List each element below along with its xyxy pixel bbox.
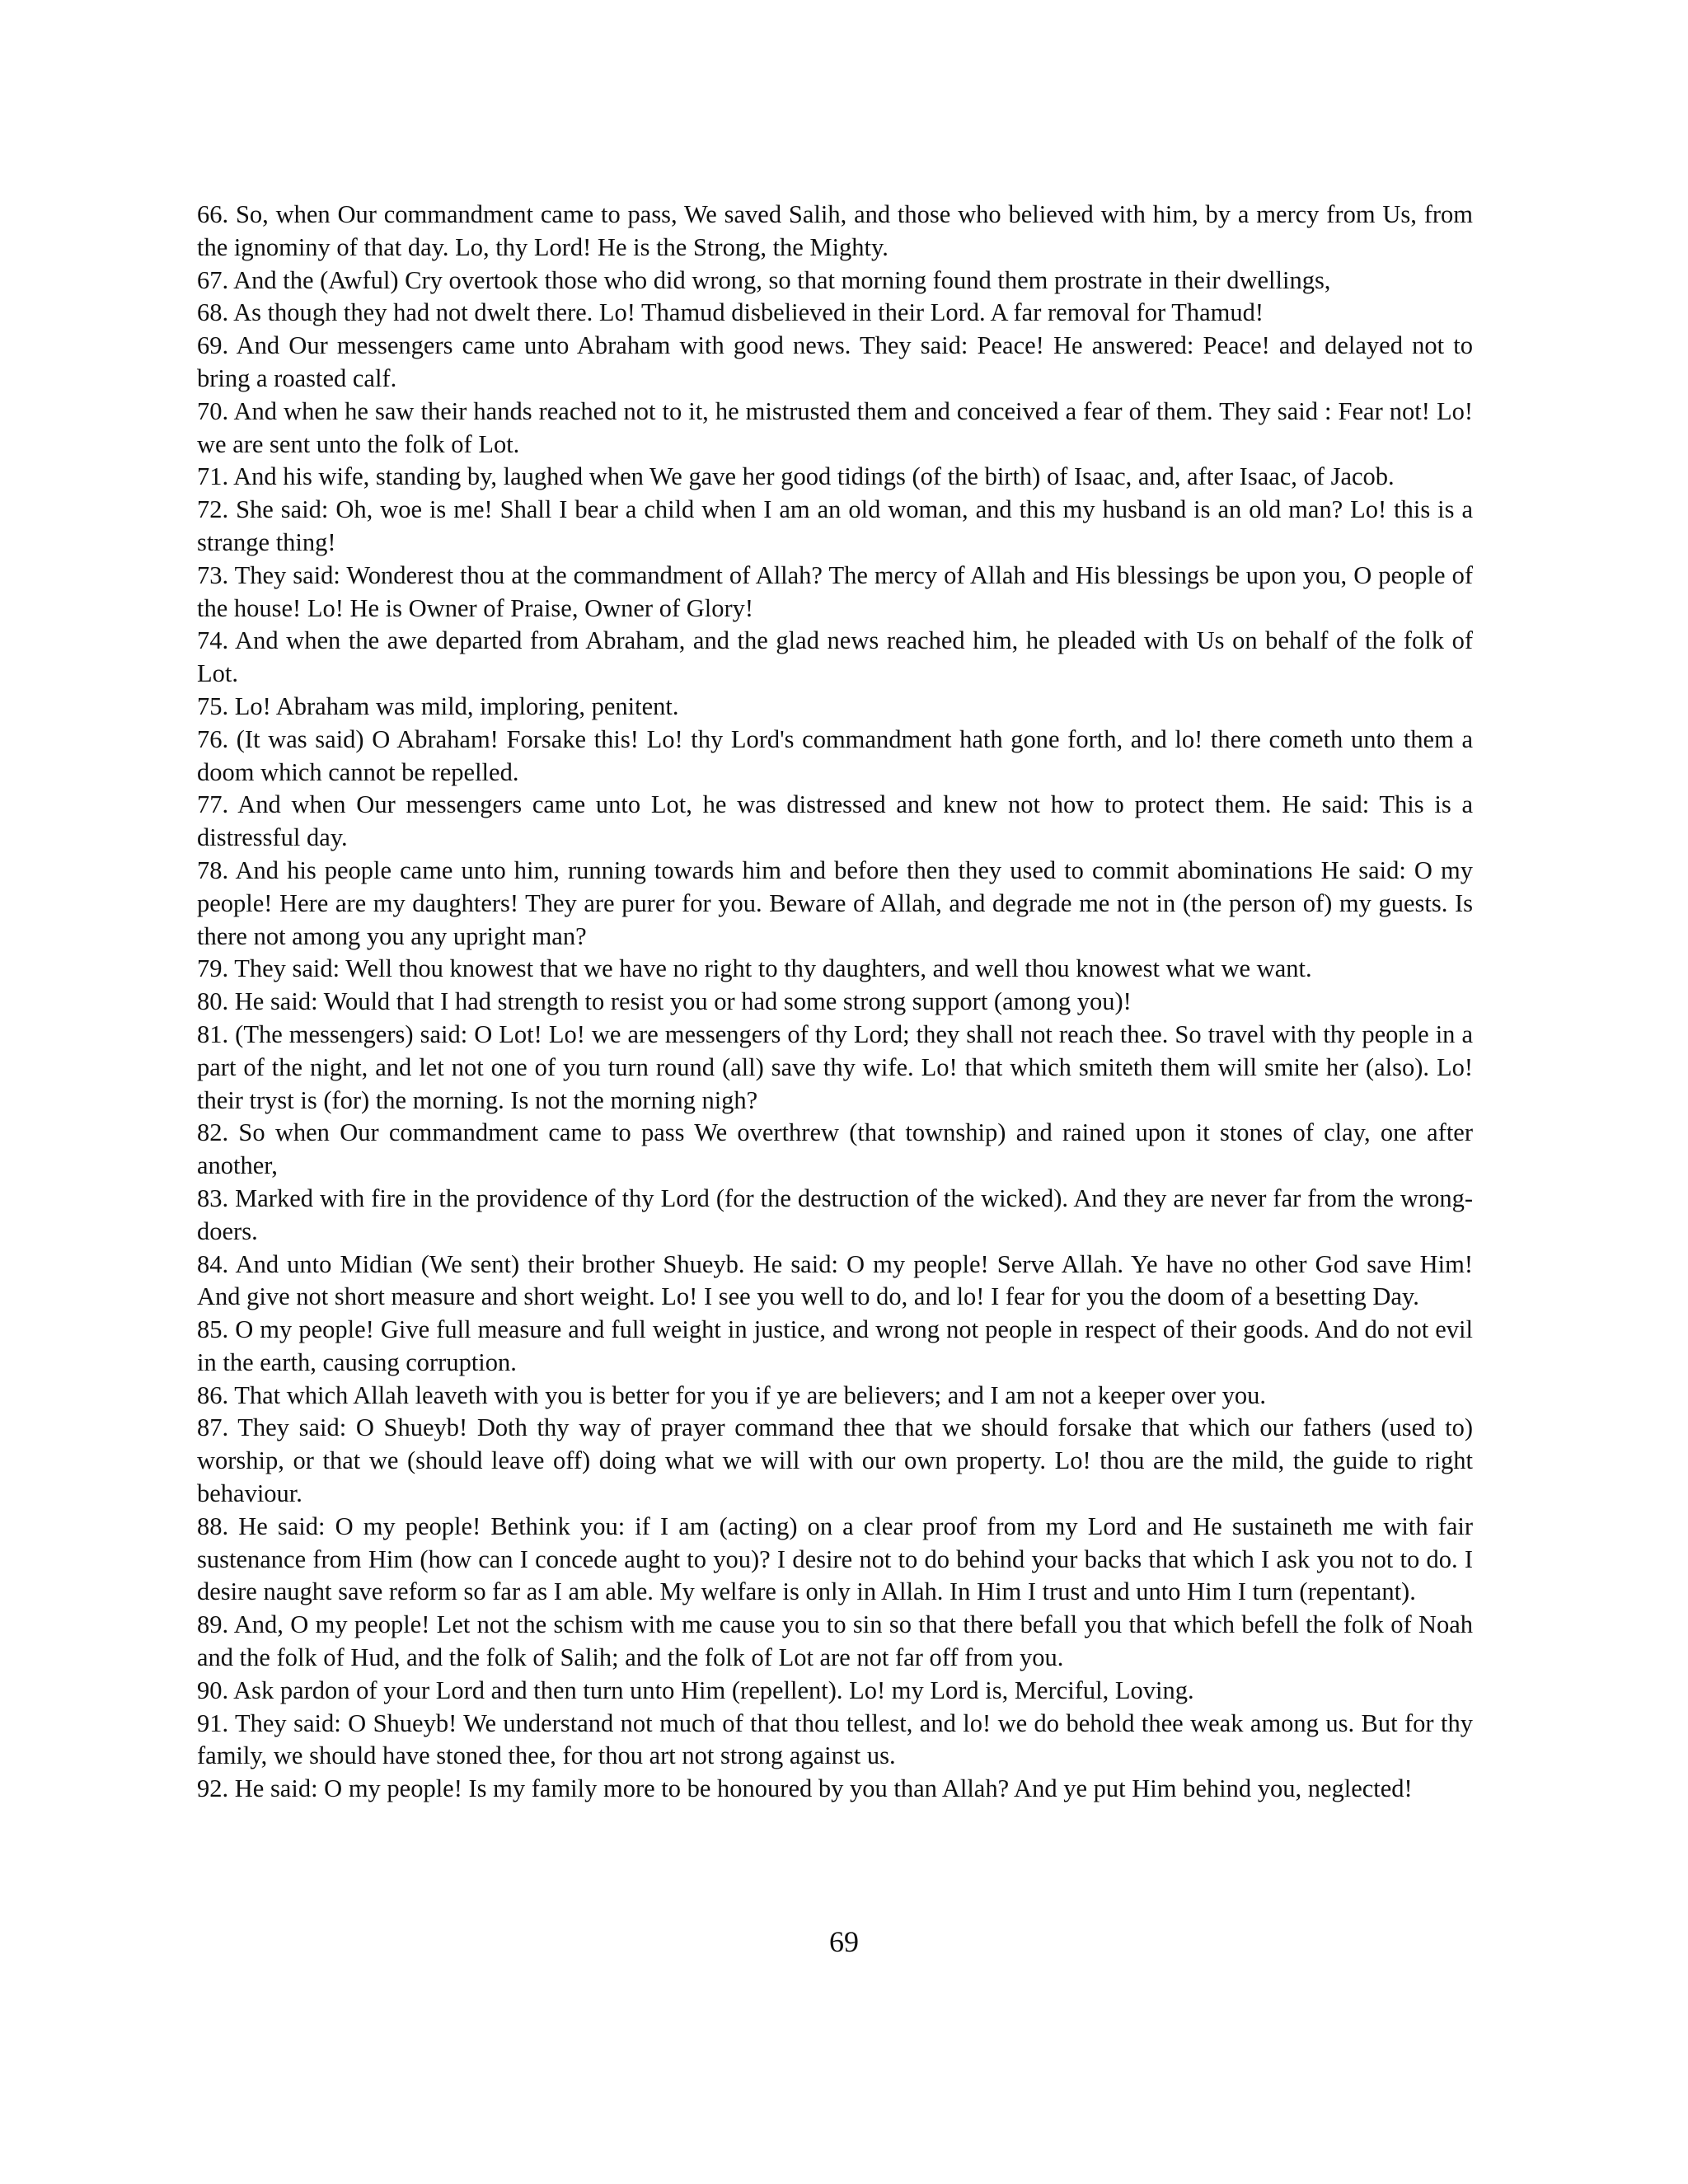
verse-76: 76. (It was said) O Abraham! Forsake this! Lo! thy Lord's commandment hath gone forth, and lo! there cometh unto them a doom which cannot be repelled. <box>197 724 1473 786</box>
verse-84: 84. And unto Midian (We sent) their brother Shueyb. He said: O my people! Serve Allah. Ye have no other God save Him! And give not short measure and short weight. Lo! I see you well to do, and lo! I fear for you the doom of a besetting Day. <box>197 1249 1473 1311</box>
verse-72: 72. She said: Oh, woe is me! Shall I bear a child when I am an old woman, and this my husband is an old man? Lo! this is a strange thing! <box>197 495 1473 556</box>
verse-71: 71. And his wife, standing by, laughed when We gave her good tidings (of the birth) of Isaac, and, after Isaac, of Jacob. <box>197 462 1395 491</box>
verse-90: 90. Ask pardon of your Lord and then turn unto Him (repellent). Lo! my Lord is, Merciful, Loving. <box>197 1675 1194 1704</box>
verse-70: 70. And when he saw their hands reached not to it, he mistrusted them and conceived a fear of them. They said : Fear not! Lo! we are sent unto the folk of Lot. <box>197 396 1473 458</box>
verse-85: 85. O my people! Give full measure and full weight in justice, and wrong not people in respect of their goods. And do not evil in the earth, causing corruption. <box>197 1315 1473 1376</box>
verse-86: 86. That which Allah leaveth with you is better for you if ye are believers; and I am not a keeper over you. <box>197 1380 1266 1409</box>
verse-68: 68. As though they had not dwelt there. Lo! Thamud disbelieved in their Lord. A far removal for Thamud! <box>197 298 1264 327</box>
verse-74: 74. And when the awe departed from Abraham, and the glad news reached him, he pleaded with Us on behalf of the folk of Lot. <box>197 626 1473 688</box>
verse-79: 79. They said: Well thou knowest that we have no right to thy daughters, and well thou knowest what we want. <box>197 954 1312 983</box>
verse-83: 83. Marked with fire in the providence of thy Lord (for the destruction of the wicked). And they are never far from the wrong-doers. <box>197 1183 1473 1245</box>
page-number: 69 <box>829 1925 859 1958</box>
verse-80: 80. He said: Would that I had strength to resist you or had some strong support (among you)! <box>197 987 1132 1016</box>
verse-82: 82. So when Our commandment came to pass We overthrew (that township) and rained upon it stones of clay, one after another, <box>197 1118 1473 1180</box>
verse-77: 77. And when Our messengers came unto Lot, he was distressed and knew not how to protect them. He said: This is a distressful day. <box>197 790 1473 852</box>
verse-78: 78. And his people came unto him, running towards him and before then they used to commit abominations He said: O my people! Here are my daughters! They are purer for you. Beware of Allah, and degrade me not in (the person of) my guests. Is there not among you any upright man? <box>197 855 1473 950</box>
verse-list <box>197 199 1473 1806</box>
verse-73: 73. They said: Wonderest thou at the commandment of Allah? The mercy of Allah and His blessings be upon you, O people of the house! Lo! He is Owner of Praise, Owner of Glory! <box>197 560 1473 622</box>
verse-91: 91. They said: O Shueyb! We understand not much of that thou tellest, and lo! we do behold thee weak among us. But for thy family, we should have stoned thee, for thou art not strong against us. <box>197 1708 1473 1770</box>
verse-69: 69. And Our messengers came unto Abraham with good news. They said: Peace! He answered: Peace! and delayed not to bring a roasted calf. <box>197 331 1473 392</box>
verse-67: 67. And the (Awful) Cry overtook those who did wrong, so that morning found them prostrate in their dwellings, <box>197 265 1331 294</box>
verse-87: 87. They said: O Shueyb! Doth thy way of prayer command thee that we should forsake that which our fathers (used to) worship, or that we (should leave off) doing what we will with our own property. Lo! thou are the mild, the guide to right behaviour. <box>197 1413 1473 1508</box>
verse-75: 75. Lo! Abraham was mild, imploring, penitent. <box>197 691 679 720</box>
verse-81: 81. (The messengers) said: O Lot! Lo! we are messengers of thy Lord; they shall not reach thee. So travel with thy people in a part of the night, and let not one of you turn round (all) save thy wife. Lo! that which smiteth them will smite her (also). Lo! their tryst is (for) the morning. Is not the morning nigh? <box>197 1019 1473 1114</box>
verse-88: 88. He said: O my people! Bethink you: if I am (acting) on a clear proof from my Lord and He sustaineth me with fair sustenance from Him (how can I concede aught to you)? I desire not to do behind your backs that which I ask you not to do. I desire naught save reform so far as I am able. My welfare is only in Allah. In Him I trust and unto Him I turn (repentant). <box>197 1511 1473 1606</box>
verse-89: 89. And, O my people! Let not the schism with me cause you to sin so that there befall you that which befell the folk of Noah and the folk of Hud, and the folk of Salih; and the folk of Lot are not far off from you. <box>197 1610 1473 1672</box>
verse-92: 92. He said: O my people! Is my family more to be honoured by you than Allah? And ye put Him behind you, neglected! <box>197 1774 1413 1803</box>
verse-66: 66. So, when Our commandment came to pass, We saved Salih, and those who believed with him, by a mercy from Us, from the ignominy of that day. Lo, thy Lord! He is the Strong, the Mighty. <box>197 200 1473 261</box>
